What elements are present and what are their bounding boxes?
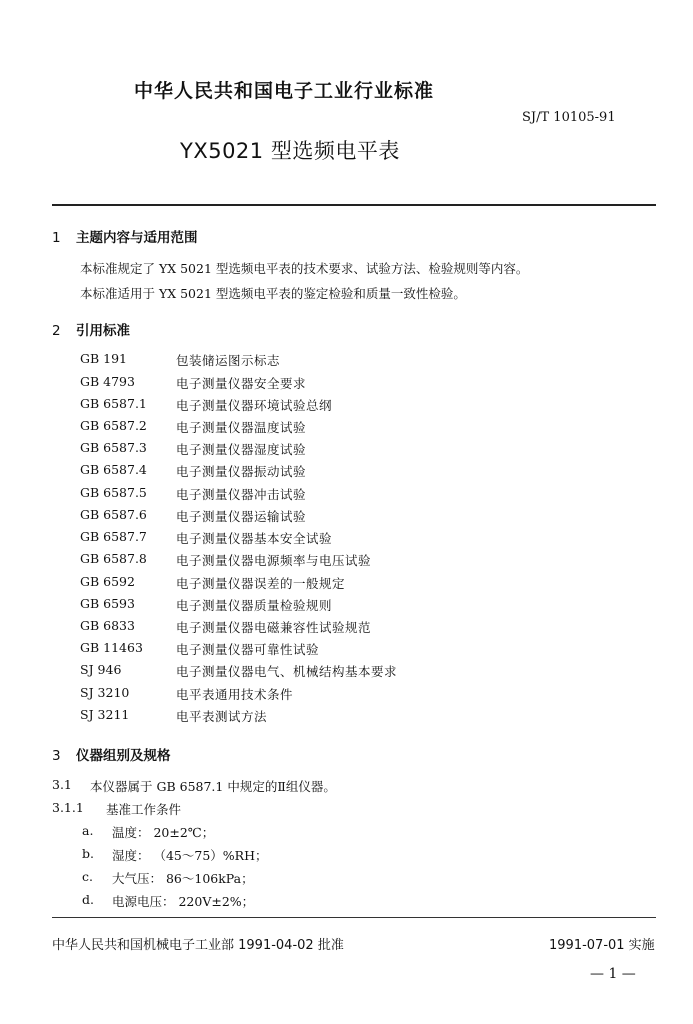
section-2-number: 2 [52, 323, 61, 339]
ref-code: GB 6592 [80, 574, 135, 589]
ref-code: GB 4793 [80, 374, 135, 389]
section-1-title: 主题内容与适用范围 [76, 230, 198, 246]
condition-mark: c. [82, 869, 93, 884]
section-3-title: 仪器组别及规格 [76, 748, 171, 764]
ref-title: 电子测量仪器温度试验 [176, 420, 307, 435]
org-title: 中华人民共和国电子工业行业标准 [134, 80, 435, 102]
ref-code: GB 6587.5 [80, 485, 147, 500]
ref-title: 包装储运图示标志 [176, 353, 281, 368]
section-3-number: 3 [52, 748, 61, 764]
ref-code: SJ 3210 [80, 685, 130, 700]
section-1-paragraph-1: 本标准规定了 YX 5021 型选频电平表的技术要求、试验方法、检验规则等内容。 [80, 261, 529, 276]
ref-code: GB 11463 [80, 640, 143, 655]
ref-title: 电子测量仪器电源频率与电压试验 [176, 553, 372, 568]
effective-date: 1991-07-01 实施 [549, 938, 655, 953]
condition-mark: d. [82, 892, 94, 907]
ref-code: GB 6587.2 [80, 418, 147, 433]
ref-title: 电子测量仪器可靠性试验 [176, 642, 320, 657]
header-rule [52, 204, 656, 206]
clause-3-1-text: 本仪器属于 GB 6587.1 中规定的Ⅱ组仪器。 [90, 779, 336, 794]
ref-code: SJ 3211 [80, 707, 130, 722]
ref-title: 电平表测试方法 [176, 709, 268, 724]
clause-3-1-number: 3.1 [52, 777, 72, 792]
ref-title: 电子测量仪器冲击试验 [176, 487, 307, 502]
condition-text: 大气压： 86～106kPa； [112, 871, 254, 886]
ref-code: GB 6593 [80, 596, 135, 611]
clause-3-1-1-number: 3.1.1 [52, 800, 84, 815]
condition-mark: a. [82, 823, 94, 838]
ref-title: 电子测量仪器湿度试验 [176, 442, 307, 457]
condition-text: 温度： 20±2℃； [112, 825, 215, 840]
document-title: YX5021 型选频电平表 [180, 139, 400, 163]
condition-text: 电源电压： 220V±2%； [112, 894, 255, 909]
section-1-number: 1 [52, 230, 61, 246]
condition-text: 湿度： （45～75）%RH； [112, 848, 268, 863]
section-1-heading [52, 226, 198, 246]
ref-code: GB 6587.3 [80, 440, 147, 455]
ref-title: 电子测量仪器质量检验规则 [176, 598, 333, 613]
section-2-title: 引用标准 [76, 323, 130, 339]
ref-title: 电平表通用技术条件 [176, 687, 294, 702]
standard-code: SJ/T 10105-91 [522, 110, 616, 125]
ref-code: GB 6587.7 [80, 529, 147, 544]
footer-rule [52, 917, 656, 918]
ref-code: GB 6587.6 [80, 507, 147, 522]
page-number: — 1 — [590, 966, 636, 982]
ref-title: 电子测量仪器电磁兼容性试验规范 [176, 620, 372, 635]
section-2-heading [52, 319, 130, 339]
ref-code: GB 6587.8 [80, 551, 147, 566]
ref-title: 电子测量仪器基本安全试验 [176, 531, 333, 546]
ref-title: 电子测量仪器电气、机械结构基本要求 [176, 664, 398, 679]
approval-line: 中华人民共和国机械电子工业部 1991-04-02 批准 [52, 938, 344, 953]
ref-title: 电子测量仪器环境试验总纲 [176, 398, 333, 413]
ref-code: GB 191 [80, 351, 128, 366]
ref-title: 电子测量仪器振动试验 [176, 464, 307, 479]
condition-mark: b. [82, 846, 94, 861]
ref-code: GB 6587.4 [80, 462, 147, 477]
ref-title: 电子测量仪器运输试验 [176, 509, 307, 524]
section-1-paragraph-2: 本标准适用于 YX 5021 型选频电平表的鉴定检验和质量一致性检验。 [80, 286, 466, 301]
ref-title: 电子测量仪器安全要求 [176, 376, 307, 391]
ref-title: 电子测量仪器误差的一般规定 [176, 576, 346, 591]
ref-code: GB 6833 [80, 618, 135, 633]
ref-code: GB 6587.1 [80, 396, 147, 411]
ref-code: SJ 946 [80, 662, 122, 677]
clause-3-1-1-title: 基准工作条件 [106, 802, 182, 817]
section-3-heading [52, 744, 171, 764]
